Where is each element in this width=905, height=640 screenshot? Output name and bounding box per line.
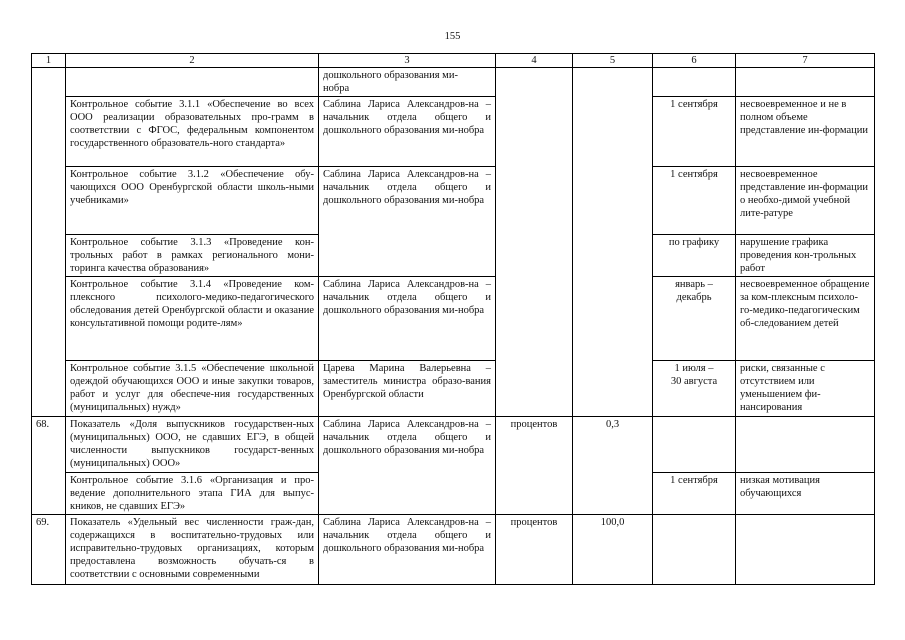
event-cell: Контрольное событие 3.1.4 «Проведение ком-плексного психолого-медико-педагогического обследования детей Оренбургской области и оказание консультативной помощи родите-лям» (66, 277, 319, 361)
table-row (32, 515, 875, 585)
event-cell: Контрольное событие 3.1.5 «Обеспечение школьной одеждой обучающихся ООО и иные закупки товаров, работ и услуг для обеспече-ния государственных (муниципальных) нужд» (66, 361, 319, 417)
unit-cell (496, 68, 573, 417)
risk-cell: несвоевременное представление ин-формации о необхо-димой учебной лите-ратуре (736, 167, 875, 235)
responsible-cell: Саблина Лариса Александров-на – начальник отдела общего и дошкольного образования ми-нобра (319, 417, 496, 515)
risk-cell: несвоевременное обращение за ком-плексным психоло-го-медико-педагогическим об-следованием детей (736, 277, 875, 361)
event-cell: Контрольное событие 3.1.3 «Проведение кон-трольных работ в рамках регионального мони-торинга качества образования» (66, 235, 319, 277)
number-cell: 68. (32, 417, 66, 515)
table-row (32, 68, 875, 97)
table-row (32, 417, 875, 473)
table-row (32, 361, 875, 417)
header-row (32, 54, 875, 68)
date-cell (653, 515, 736, 585)
date-cell (653, 277, 736, 361)
header-cell: 2 (66, 54, 319, 68)
indicator-cell: Показатель «Удельный вес численности граж-дан, содержащихся в воспитательно-трудовых или исправительно-трудовых организациях, которым предоставлена возможность обучать-ся в соответствии с основными современными (66, 515, 319, 585)
date-cell (653, 417, 736, 473)
table-row (32, 277, 875, 361)
page-number: 155 (444, 31, 461, 42)
header-cell: 3 (319, 54, 496, 68)
value-cell: 0,3 (573, 417, 653, 515)
responsible-cell: Саблина Лариса Александров-на – начальник отдела общего и дошкольного образования ми-нобра (319, 97, 496, 167)
risk-cell (736, 68, 875, 97)
unit-cell: процентов (496, 515, 573, 585)
date-cell (653, 68, 736, 97)
date-cell: по графику (653, 235, 736, 277)
risk-cell: несвоевременное и не в полном объеме представление ин-формации (736, 97, 875, 167)
header-cell: 1 (32, 54, 66, 68)
date-cell: 1 сентября (653, 97, 736, 167)
responsible-cell: Саблина Лариса Александров-на – начальник отдела общего и дошкольного образования ми-нобра (319, 277, 496, 361)
risk-cell: риски, связанные с отсутствием или уменьшением фи-нансирования (736, 361, 875, 417)
date-text: 1 июля – 30 августа (670, 363, 718, 387)
indicator-cell: Показатель «Доля выпускников государствен-ных (муниципальных) ООО, не сдавших ЕГЭ, в общей численности выпускников государст-венных (муниципальных) ООО» (66, 417, 319, 473)
date-cell (653, 361, 736, 417)
responsible-text: дошкольного образования ми- нобра (323, 70, 458, 94)
responsible-cell (319, 68, 496, 97)
table-row (32, 97, 875, 167)
table-row (32, 167, 875, 235)
unit-cell: процентов (496, 417, 573, 515)
header-cell: 4 (496, 54, 573, 68)
event-cell: Контрольное событие 3.1.6 «Организация и про-ведение дополнительного этапа ГИА для выпус-кников, не сдавших ЕГЭ» (66, 473, 319, 515)
responsible-cell: Царева Марина Валерьевна – заместитель министра образо-вания Оренбургской области (319, 361, 496, 417)
date-cell: 1 сентября (653, 473, 736, 515)
risk-cell: нарушение графика проведения кон-трольных работ (736, 235, 875, 277)
risk-cell (736, 417, 875, 473)
date-text: январь – декабрь (675, 279, 713, 303)
name-cell (66, 68, 319, 97)
header-cell: 7 (736, 54, 875, 68)
responsible-cell: Саблина Лариса Александров-на – начальник отдела общего и дошкольного образования ми-нобра (319, 515, 496, 585)
header-cell: 5 (573, 54, 653, 68)
number-cell (32, 68, 66, 417)
value-cell: 100,0 (573, 515, 653, 585)
responsible-cell: Саблина Лариса Александров-на – начальник отдела общего и дошкольного образования ми-нобра (319, 167, 496, 277)
plan-table (31, 53, 875, 585)
date-cell: 1 сентября (653, 167, 736, 235)
number-cell: 69. (32, 515, 66, 585)
risk-cell: низкая мотивация обучающихся (736, 473, 875, 515)
value-cell (573, 68, 653, 417)
header-cell: 6 (653, 54, 736, 68)
risk-cell (736, 515, 875, 585)
event-cell: Контрольное событие 3.1.1 «Обеспечение во всех ООО реализации образовательных про-грамм в соответствии с ФГОС, федеральным компонентом государственного образователь-ного стандарта» (66, 97, 319, 167)
event-cell: Контрольное событие 3.1.2 «Обеспечение обу-чающихся ООО Оренбургской области школь-ными учебниками» (66, 167, 319, 235)
